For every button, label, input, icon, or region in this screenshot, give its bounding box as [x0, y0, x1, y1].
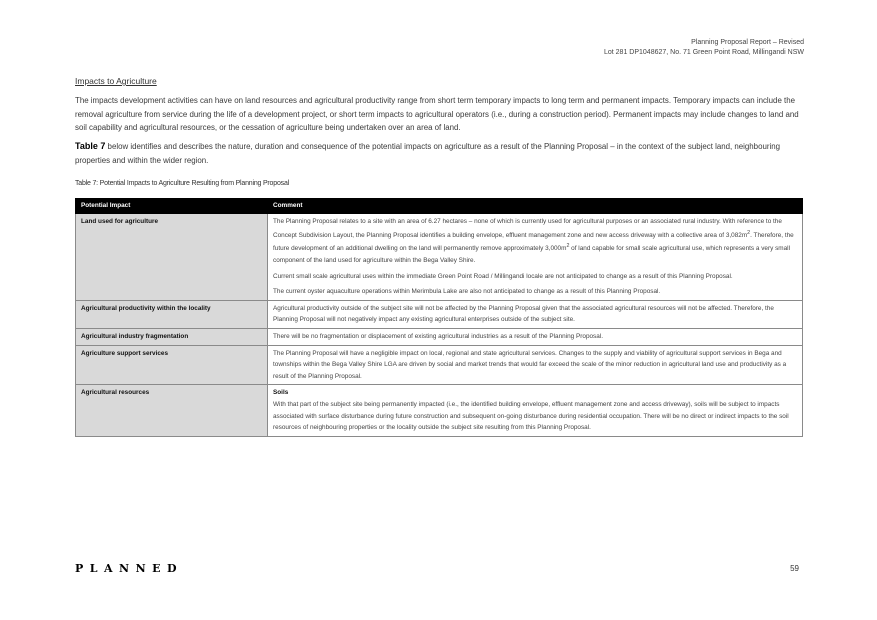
table-reference-paragraph	[75, 140, 802, 167]
table-row	[76, 385, 803, 436]
superscript-2: 2	[747, 229, 751, 236]
impact-land-used: Land used for agriculture	[76, 214, 268, 301]
intro-paragraph: The impacts development activities can have on land resources and agricultural productivity range from short term temporary impacts to long term and permanent impacts. Temporary impacts can include the removal agriculture from service during the life of a development project, or short term impacts to agricultural operators (i.e., during a construction period). Permanent impacts may include changes to land and soil capability and agricultural resources, or the cessation of agriculture being undertaken over an area of land.	[75, 96, 799, 132]
comment-land-used	[268, 214, 803, 301]
table-header-row	[76, 199, 803, 214]
comment-paragraph: With that part of the subject site being permanently impacted (i.e., the identified building envelope, effluent management zone and access driveway), soils will be subject to impacts associated with surface disturbance during future construction and subsequent on-going disturbance during residential occupation. There will be no direct or indirect impacts to the soil resources of neighbouring properties or the locality outside the subject site resulting from this Planning Proposal.	[273, 400, 789, 432]
planned-logo: PLANNED	[75, 562, 184, 575]
soils-subheading: Soils	[273, 389, 289, 397]
impact-fragmentation: Agricultural industry fragmentation	[76, 329, 268, 346]
comment-productivity: Agricultural productivity outside of the subject site will not be affected by the Planning Proposal given that the associated agricultural resources will not be affected. Therefore, the Planning Proposal will not negatively impact any existing agricultural enterprises outside of the subject site.	[268, 300, 803, 328]
table-reference-bold: Table 7	[75, 141, 106, 151]
impact-resources: Agricultural resources	[76, 385, 268, 436]
impact-productivity: Agricultural productivity within the locality	[76, 300, 268, 328]
header-comment: Comment	[268, 199, 803, 214]
comment-text: . Therefore, the future development of an additional dwelling on the land will permanently remove approximately 3,000m	[273, 231, 794, 253]
table-row	[76, 300, 803, 328]
comment-fragmentation: There will be no fragmentation or displacement of existing agricultural industries as a result of the Planning Proposal.	[268, 329, 803, 346]
comment-resources	[268, 385, 803, 436]
table-caption: Table 7: Potential Impacts to Agriculture Resulting from Planning Proposal	[75, 180, 289, 187]
page-number: 59	[790, 564, 799, 573]
impact-support-services: Agriculture support services	[76, 345, 268, 385]
table-row	[76, 345, 803, 385]
comment-paragraph: The current oyster aquaculture operations within Merimbula Lake are also not anticipated to change as a result of this Planning Proposal.	[273, 288, 661, 296]
comment-text: of land capable for small scale agricultural use, which represents a very small component of the land used for agriculture within the Bega Valley Shire.	[273, 245, 790, 265]
table-row	[76, 329, 803, 346]
comment-paragraph: Current small scale agricultural uses within the immediate Green Point Road / Millingandi locale are not anticipated to change as a result of this Planning Proposal.	[273, 272, 733, 280]
superscript-2: 2	[566, 243, 570, 250]
comment-support-services: The Planning Proposal will have a negligible impact on local, regional and state agricultural services. Changes to the supply and viability of agricultural support services in Bega and townships within the Bega Valley Shire LGA are driven by social and market trends that would far exceed the scale of the minor reduction in agricultural land use and productivity as a result of the Planning Proposal.	[268, 345, 803, 385]
document-header	[604, 38, 804, 58]
table-reference-text: below identifies and describes the nature, duration and consequence of the potential impacts on agriculture as a result of the Planning Proposal – in the context of the subject land, neighbouring properties and within the wider region.	[75, 142, 781, 165]
comment-text: The Planning Proposal relates to a site with an area of 6.27 hectares – none of which is currently used for agricultural purposes or an associated rural industry. With reference to the Concept Subdivision Layout, the Planning Proposal identifies a building envelope, effluent management zone and new access driveway with a collective area of 3,082m	[273, 218, 782, 239]
header-report-title: Planning Proposal Report – Revised	[691, 39, 804, 46]
impacts-table	[75, 198, 803, 437]
header-potential-impact: Potential Impact	[76, 199, 268, 214]
comment-paragraph	[273, 216, 797, 267]
table-row	[76, 214, 803, 301]
header-site-address: Lot 281 DP1048627, No. 71 Green Point Road, Millingandi NSW	[603, 49, 804, 56]
section-title: Impacts to Agriculture	[75, 76, 157, 86]
